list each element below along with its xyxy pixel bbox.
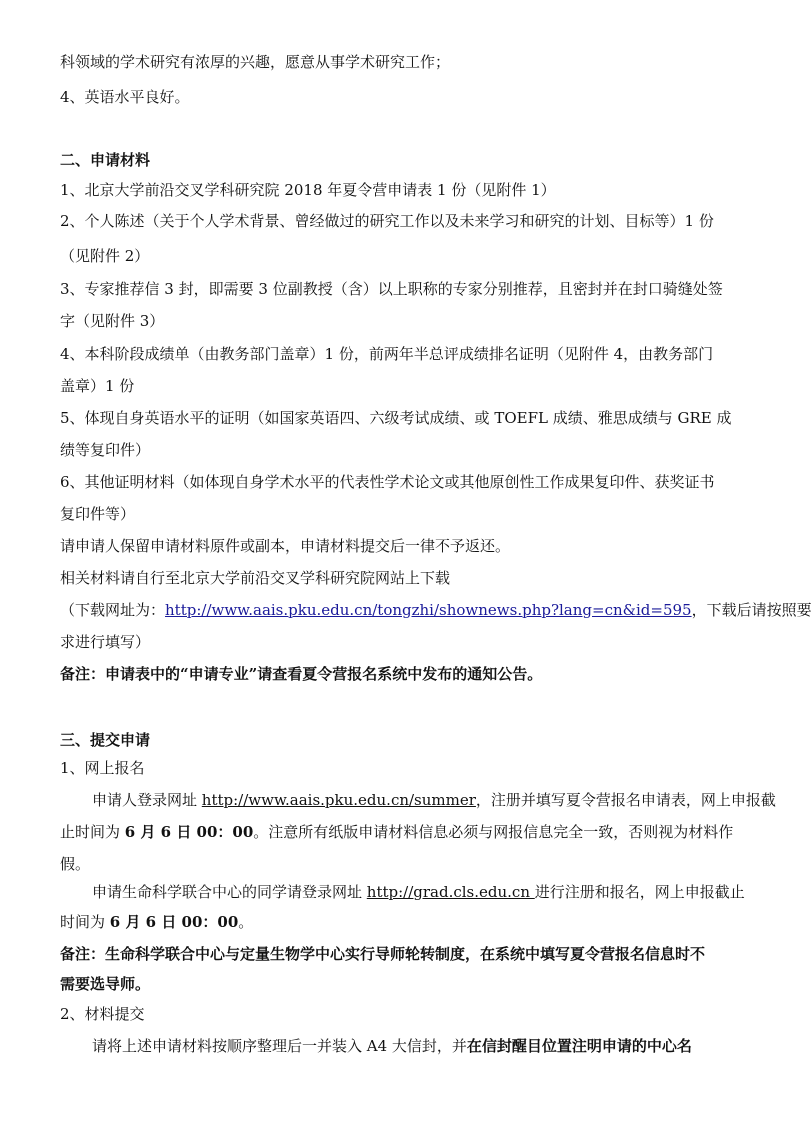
list-item-continued: （见附件 2）: [60, 247, 150, 265]
subsection-heading: 1、网上报名: [60, 759, 145, 777]
text-segment: 。注意所有纸版申请材料信息必须与网报信息完全一致，否则视为材料作: [253, 823, 734, 841]
note-bold: 需要选导师。: [60, 975, 151, 993]
text-segment: 止时间为: [60, 823, 125, 841]
list-item: 6、其他证明材料（如体现自身学术水平的代表性学术论文或其他原创性工作成果复印件、获奖证书: [60, 473, 715, 491]
text-line: [92, 882, 792, 902]
cls-register-link[interactable]: http://grad.cls.edu.cn: [366, 883, 535, 901]
subsection-heading: 2、材料提交: [60, 1005, 145, 1023]
text-segment: ，下载后请按照要: [691, 601, 812, 619]
list-item: 1、北京大学前沿交叉学科研究院 2018 年夏令营申请表 1 份（见附件 1）: [60, 181, 556, 199]
text-line: 4、英语水平良好。: [60, 88, 190, 106]
text-segment: ，注册并填写夏令营报名申请表，网上申报截: [475, 791, 776, 809]
text-segment: 。: [238, 913, 254, 931]
text-line: [92, 1036, 792, 1056]
text-line: [60, 600, 812, 620]
text-line: 科领域的学术研究有浓厚的兴趣，愿意从事学术研究工作；: [60, 53, 451, 71]
text-bold: 在信封醒目位置注明申请的中心名: [466, 1037, 692, 1055]
note-bold: 备注：生命科学联合中心与定量生物学中心实行导师轮转制度，在系统中填写夏令营报名信息时不: [60, 945, 706, 963]
list-item-continued: 复印件等）: [60, 505, 136, 523]
text-line: 假。: [60, 855, 91, 873]
list-item-continued: 字（见附件 3）: [60, 312, 165, 330]
text-line: [60, 822, 760, 842]
download-link[interactable]: http://www.aais.pku.edu.cn/tongzhi/shownews.php?lang=cn&id=595: [165, 601, 692, 619]
list-item-continued: 绩等复印件）: [60, 441, 151, 459]
text-line: [92, 790, 792, 810]
section-heading: 二、申请材料: [60, 151, 151, 169]
text-line: 请申请人保留申请材料原件或副本，申请材料提交后一律不予返还。: [60, 537, 511, 555]
deadline-bold: 6 月 6 日 00：00: [124, 823, 254, 841]
summer-register-link[interactable]: http://www.aais.pku.edu.cn/summer: [201, 791, 476, 809]
text-line: [60, 912, 760, 932]
text-segment: 请将上述申请材料按顺序整理后一并装入 A4 大信封，并: [92, 1037, 467, 1055]
list-item: 3、专家推荐信 3 封，即需要 3 位副教授（含）以上职称的专家分别推荐，且密封并在封口骑缝处签: [60, 280, 723, 298]
list-item: 5、体现自身英语水平的证明（如国家英语四、六级考试成绩、或 TOEFL 成绩、雅思成绩与 GRE 成: [60, 409, 732, 427]
section-heading: 三、提交申请: [60, 731, 151, 749]
note-bold: 备注：申请表中的“申请专业”请查看夏令营报名系统中发布的通知公告。: [60, 665, 543, 683]
text-line: 相关材料请自行至北京大学前沿交叉学科研究院网站上下载: [60, 569, 451, 587]
text-segment: （下载网址为：: [60, 601, 166, 619]
text-line: 求进行填写）: [60, 633, 151, 651]
text-segment: 时间为: [60, 913, 110, 931]
text-segment: 申请人登录网址: [92, 791, 202, 809]
text-segment: 申请生命科学联合中心的同学请登录网址: [92, 883, 367, 901]
list-item-continued: 盖章）1 份: [60, 377, 135, 395]
deadline-bold: 6 月 6 日 00：00: [109, 913, 239, 931]
list-item: 4、本科阶段成绩单（由教务部门盖章）1 份，前两年半总评成绩排名证明（见附件 4，由教务部门: [60, 345, 714, 363]
text-segment: 进行注册和报名，网上申报截止: [534, 883, 745, 901]
list-item: 2、个人陈述（关于个人学术背景、曾经做过的研究工作以及未来学习和研究的计划、目标等）1 份: [60, 212, 714, 230]
